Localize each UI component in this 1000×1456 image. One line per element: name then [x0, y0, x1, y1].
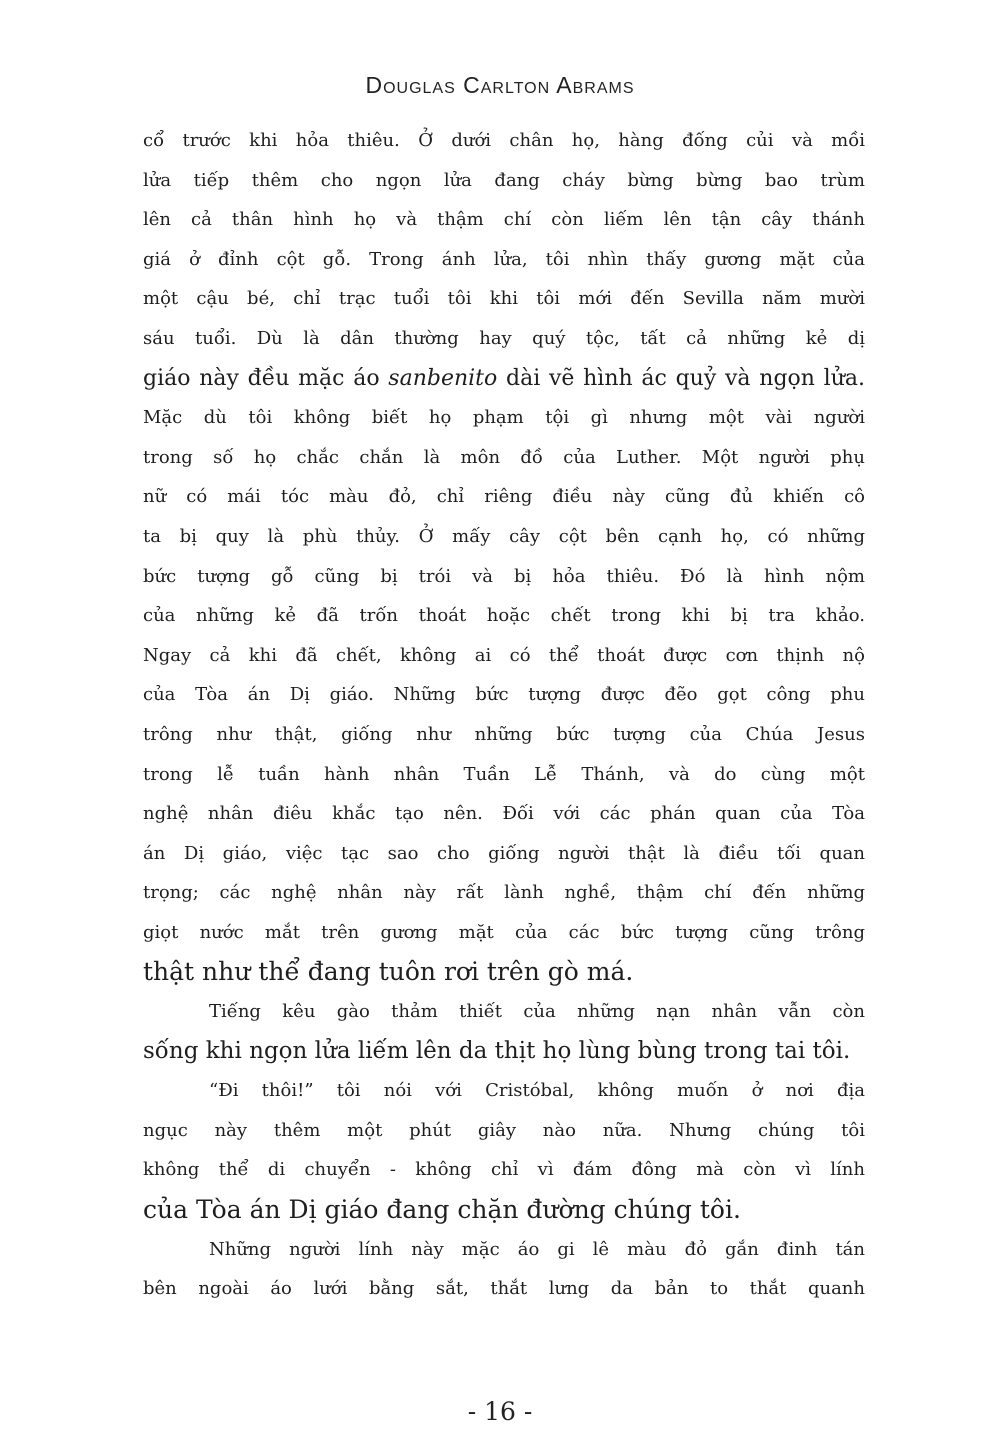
text-line	[143, 438, 865, 478]
text-line	[143, 715, 865, 755]
text-line-content: của Tòa án Dị giáo. Những bức tượng được đẽo gọt công phu	[143, 684, 865, 706]
body-text	[143, 121, 865, 1309]
text-line	[143, 992, 865, 1032]
text-line	[143, 240, 865, 280]
text-line	[143, 1071, 865, 1111]
text-line	[143, 279, 865, 319]
text-line-content: Tiếng kêu gào thảm thiết của những nạn nhân vẫn còn	[209, 1001, 865, 1023]
text-line-content: trọng; các nghệ nhân này rất lành nghề, thậm chí đến những	[143, 882, 865, 904]
text-line-content: của Tòa án Dị giáo đang chặn đường chúng tôi.	[143, 1195, 741, 1225]
text-line	[143, 794, 865, 834]
text-line-content: ngục này thêm một phút giây nào nữa. Nhưng chúng tôi	[143, 1119, 865, 1141]
text-line-content: Ngay cả khi đã chết, không ai có thể thoát được cơn thịnh nộ	[143, 644, 865, 666]
text-line-content: sống khi ngọn lửa liếm lên da thịt họ lùng bùng trong tai tôi.	[143, 1037, 851, 1064]
text-line-content: giọt nước mắt trên gương mặt của các bức tượng cũng trông	[143, 921, 865, 943]
text-line-content: của những kẻ đã trốn thoát hoặc chết trong khi bị tra khảo.	[143, 605, 865, 627]
text-line	[143, 477, 865, 517]
text-line	[143, 675, 865, 715]
text-line-content: lên cả thân hình họ và thậm chí còn liếm lên tận cây thánh	[143, 209, 865, 231]
text-line	[143, 319, 865, 359]
text-line	[143, 121, 865, 161]
text-line	[143, 1190, 865, 1230]
text-line	[143, 1032, 865, 1072]
text-line-content: sáu tuổi. Dù là dân thường hay quý tộc, tất cả những kẻ dị	[143, 327, 865, 349]
text-line	[143, 913, 865, 953]
text-line	[143, 755, 865, 795]
text-line-content: dài vẽ hình ác quỷ và ngọn lửa.	[506, 365, 865, 391]
page-number: - 16 -	[467, 1397, 533, 1426]
text-line	[143, 1150, 865, 1190]
text-line	[143, 161, 865, 201]
text-line-content: trong số họ chắc chắn là môn đồ của Luther. Một người phụ	[143, 446, 865, 468]
text-line	[143, 359, 865, 399]
text-line-content: bức tượng gỗ cũng bị trói và bị hỏa thiêu. Đó là hình nộm	[143, 565, 865, 587]
text-line	[143, 557, 865, 597]
text-line-content: thật như thể đang tuôn rơi trên gò má.	[143, 957, 634, 987]
text-line-content: lửa tiếp thêm cho ngọn lửa đang cháy bừng bừng bao trùm	[143, 169, 865, 191]
text-line-content: trong lễ tuần hành nhân Tuần Lễ Thánh, và do cùng một	[143, 763, 865, 785]
text-line-content: không thể di chuyển - không chỉ vì đám đông mà còn vì lính	[143, 1159, 865, 1181]
text-line-content: trông như thật, giống như những bức tượng của Chúa Jesus	[143, 723, 865, 745]
text-line	[143, 200, 865, 240]
text-line-content: cổ trước khi hỏa thiêu. Ở dưới chân họ, hàng đống củi và mồi	[143, 130, 865, 151]
text-line-content: nữ có mái tóc màu đỏ, chỉ riêng điều này cũng đủ khiến cô	[143, 486, 865, 508]
text-line-content: bên ngoài áo lưới bằng sắt, thắt lưng da bản to thắt quanh	[143, 1278, 865, 1300]
text-line	[143, 1269, 865, 1309]
text-line-content: án Dị giáo, việc tạc sao cho giống người thật là điều tối quan	[143, 842, 865, 864]
text-line-content: “Đi thôi!” tôi nói với Cristóbal, không muốn ở nơi địa	[209, 1080, 865, 1102]
text-line-content: nghệ nhân điêu khắc tạo nên. Đối với các phán quan của Tòa	[143, 803, 865, 825]
text-line-content: một cậu bé, chỉ trạc tuổi tôi khi tôi mới đến Sevilla năm mười	[143, 288, 865, 310]
text-line-content: giá ở đỉnh cột gỗ. Trong ánh lửa, tôi nhìn thấy gương mặt của	[143, 248, 865, 270]
text-line	[143, 952, 865, 992]
text-line	[143, 398, 865, 438]
text-line	[143, 834, 865, 874]
text-line	[143, 873, 865, 913]
italic-term: sanbenito	[388, 365, 498, 391]
text-line	[143, 1230, 865, 1270]
text-line-content: Những người lính này mặc áo gi lê màu đỏ gắn đinh tán	[209, 1238, 865, 1260]
text-line	[143, 636, 865, 676]
text-line-content: giáo này đều mặc áo	[143, 365, 380, 391]
text-line	[143, 517, 865, 557]
running-head-author: Douglas Carlton Abrams	[365, 72, 635, 98]
text-line-content: ta bị quy là phù thủy. Ở mấy cây cột bên cạnh họ, có những	[143, 525, 865, 547]
text-line	[143, 596, 865, 636]
text-line-content: Mặc dù tôi không biết họ phạm tội gì nhưng một vài người	[143, 407, 865, 429]
text-line	[143, 1111, 865, 1151]
